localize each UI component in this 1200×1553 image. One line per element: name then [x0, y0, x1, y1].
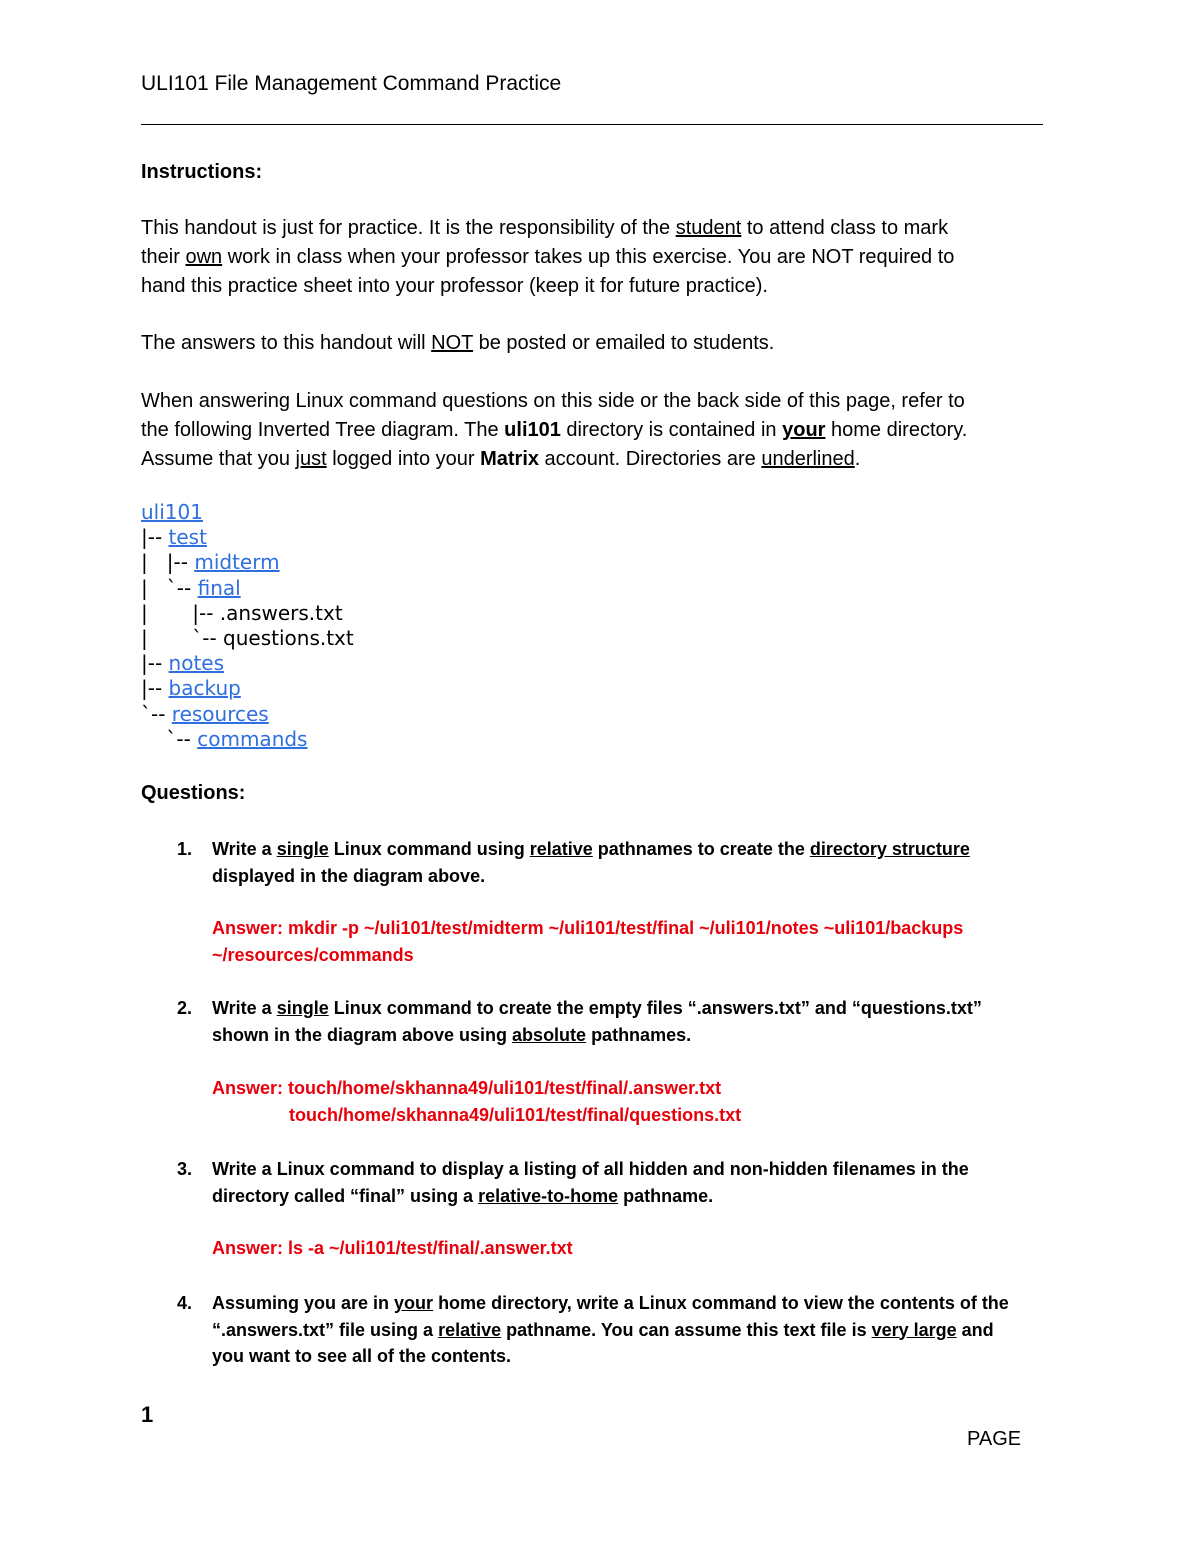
tree-line [141, 676, 354, 701]
text: directory is contained in [560, 419, 783, 441]
text: the following Inverted Tree diagram. The [141, 419, 505, 441]
text: When answering Linux command questions on this side or the back side of this page, refer to [141, 390, 965, 412]
tree-line [141, 601, 354, 626]
tree-root-uli101[interactable]: uli101 [141, 500, 203, 524]
text: Write a [212, 839, 277, 859]
text: pathnames. [586, 1024, 692, 1045]
emphasis-relative-to-home: relative-to-home [478, 1185, 619, 1206]
text: shown in the diagram above using [212, 1024, 513, 1045]
emphasis-absolute: absolute [512, 1024, 587, 1045]
tree-branch-prefix: |-- [141, 651, 169, 676]
text: to attend class to mark [741, 217, 949, 239]
tree-file-name: questions.txt [223, 625, 354, 650]
text: pathname. [618, 1185, 714, 1206]
answer-text: Answer: touch/home/skhanna49/uli101/test/final/.answer.txt [212, 1078, 722, 1098]
tree-line [141, 651, 354, 676]
answer-text: touch/home/skhanna49/uli101/test/final/questions.txt [289, 1104, 742, 1125]
tree-line [141, 576, 354, 601]
tree-line [141, 727, 354, 752]
tree-directory-link[interactable]: commands [197, 726, 308, 751]
tree-branch-prefix: `-- [141, 726, 198, 751]
text: be posted or emailed to students. [473, 332, 775, 354]
text: Linux command using [328, 839, 530, 859]
text: Write a Linux command to display a listing of all hidden and non-hidden filenames in the [212, 1159, 969, 1179]
tree-branch-prefix: | |-- [141, 600, 220, 625]
answer-3 [212, 1235, 1052, 1262]
emphasis-student: student [675, 217, 742, 239]
tree-branch-prefix: | `-- [141, 625, 224, 650]
text: pathname. You can assume this text file is [501, 1319, 872, 1340]
page-label: PAGE [967, 1428, 1022, 1450]
text: work in class when your professor takes up this exercise. You are NOT required to [222, 246, 955, 268]
text: directory called “final” using a [212, 1185, 479, 1206]
text: home directory. [825, 419, 968, 441]
text: home directory, write a Linux command to view the contents of the [433, 1293, 1009, 1313]
question-number: 4. [177, 1293, 193, 1313]
text: Write a [212, 998, 277, 1018]
text: you want to see all of the contents. [212, 1346, 512, 1366]
emphasis-underlined: underlined [761, 448, 855, 470]
text: Assume that you [141, 448, 296, 470]
question-number: 1. [177, 839, 193, 859]
tree-directory-link[interactable]: resources [171, 701, 269, 726]
emphasis-own: own [185, 246, 223, 268]
tree-directory-link[interactable]: notes [168, 651, 225, 676]
emphasis-single: single [276, 839, 329, 859]
text: and [956, 1319, 994, 1340]
emphasis-very-large: very large [871, 1319, 957, 1340]
instructions-paragraph-1 [141, 214, 1041, 301]
tree-directory-link[interactable]: midterm [194, 550, 280, 575]
text: logged into your [326, 448, 481, 470]
text: Linux command to create the empty files “.answers.txt” and “questions.txt” [328, 998, 982, 1018]
emphasis-your: your [782, 419, 826, 441]
instructions-heading: Instructions: [141, 161, 263, 183]
emphasis-directory-structure: directory structure [809, 839, 970, 859]
tree-file-name: .answers.txt [219, 600, 343, 625]
emphasis-just: just [295, 448, 327, 470]
page-number: 1 [141, 1402, 154, 1427]
tree-line [141, 626, 354, 651]
text: their [141, 246, 186, 268]
emphasis-not: NOT [431, 332, 474, 354]
page-title: ULI101 File Management Command Practice [141, 72, 562, 95]
text: hand this practice sheet into your professor (keep it for future practice). [141, 275, 768, 297]
questions-heading: Questions: [141, 782, 246, 804]
text: The answers to this handout will [141, 332, 432, 354]
instructions-paragraph-2 [141, 329, 1041, 358]
tree-branch-prefix: `-- [141, 701, 172, 726]
tree-directory-link[interactable]: final [197, 575, 241, 600]
directory-tree [141, 500, 354, 752]
emphasis-your: your [394, 1293, 434, 1313]
text: “.answers.txt” file using a [212, 1319, 439, 1340]
answer-1 [212, 915, 1052, 968]
tree-branch-prefix: | |-- [141, 550, 195, 575]
tree-branch-prefix: |-- [141, 676, 169, 701]
text: . [854, 448, 861, 470]
header-divider [141, 124, 1043, 125]
tree-directory-link[interactable]: backup [168, 676, 241, 701]
text: account. Directories are [539, 448, 762, 470]
emphasis-relative: relative [529, 839, 593, 859]
tree-branch-prefix: | `-- [141, 575, 198, 600]
tree-branch-prefix: |-- [141, 525, 169, 550]
question-number: 2. [177, 998, 193, 1018]
answer-text: ~/resources/commands [212, 944, 414, 965]
emphasis-relative: relative [438, 1319, 502, 1340]
text: pathnames to create the [592, 839, 810, 859]
tree-directory-link[interactable]: test [168, 525, 207, 550]
answer-2 [212, 1075, 1052, 1128]
answer-text: Answer: mkdir -p ~/uli101/test/midterm ~/uli101/test/final ~/uli101/notes ~uli101/backups [212, 918, 964, 938]
emphasis-single: single [276, 998, 329, 1018]
question-number: 3. [177, 1159, 193, 1179]
text: displayed in the diagram above. [212, 865, 486, 886]
text: Assuming you are in [212, 1293, 395, 1313]
bold-uli101: uli101 [504, 419, 561, 441]
text: This handout is just for practice. It is the responsibility of the [141, 217, 676, 239]
answer-text: Answer: ls -a ~/uli101/test/final/.answer.txt [212, 1238, 573, 1258]
bold-matrix: Matrix [480, 448, 539, 470]
instructions-paragraph-3 [141, 387, 1041, 474]
tree-line [141, 702, 354, 727]
tree-line [141, 525, 354, 550]
tree-line [141, 550, 354, 575]
